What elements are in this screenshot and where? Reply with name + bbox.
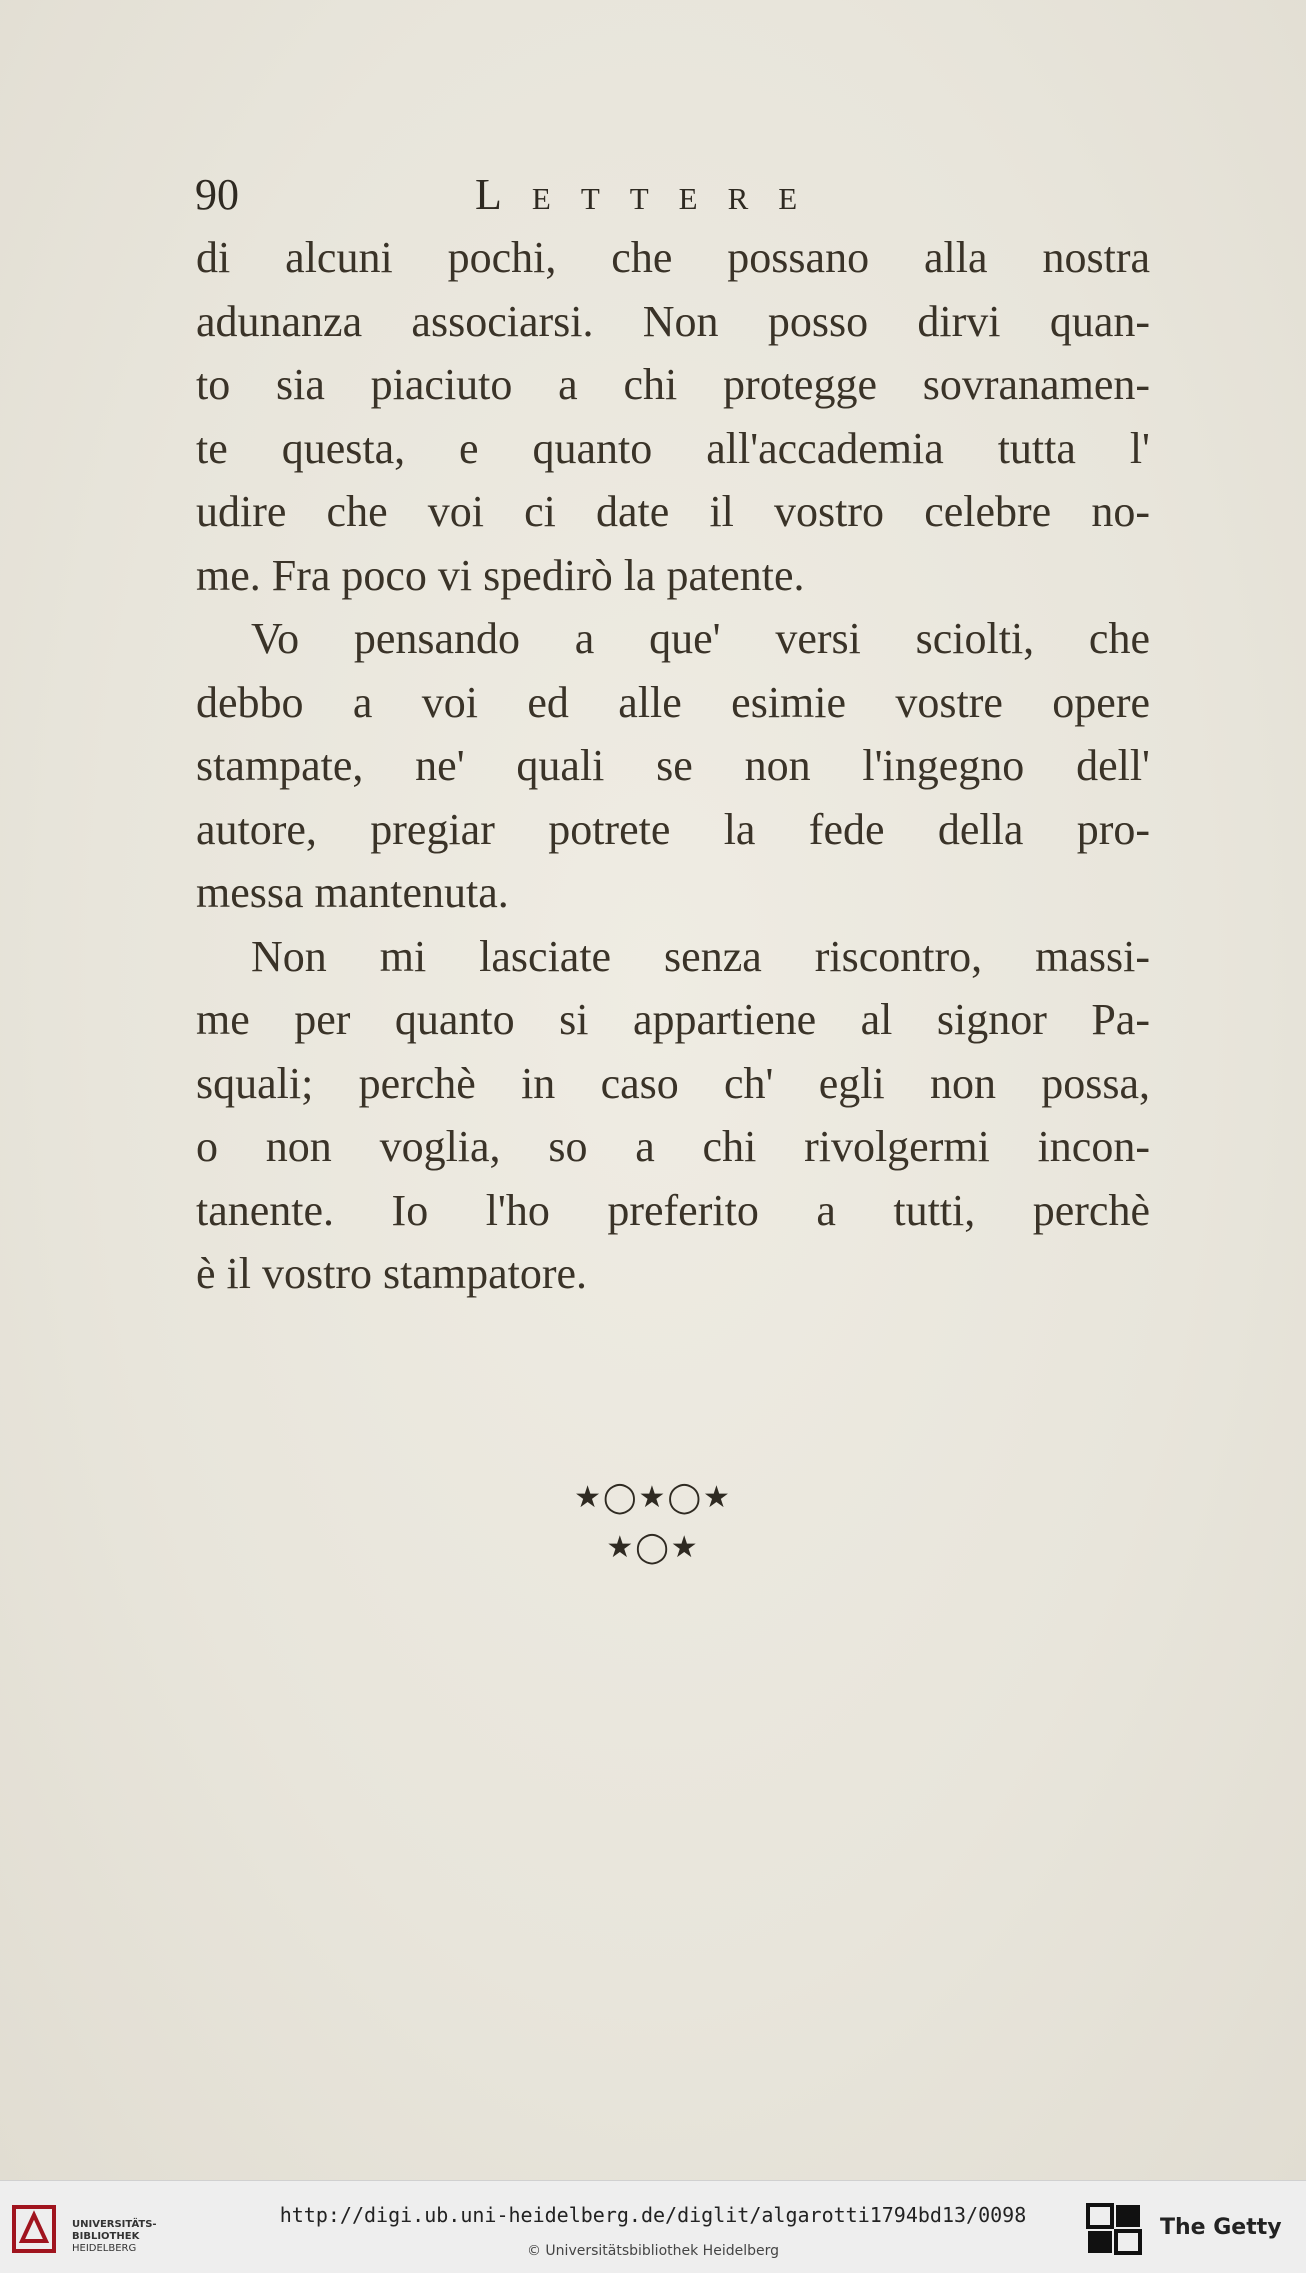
text-line: Vo pensando a que' versi sciolti, che: [251, 614, 1150, 663]
text-line: di alcuni pochi, che possano alla nostra: [196, 233, 1150, 282]
text-line: tanente. Io l'ho preferito a tutti, perchè: [196, 1185, 1150, 1235]
getty-logo[interactable]: [1086, 2203, 1286, 2255]
text-line: o non voglia, so a chi rivolgermi incon-: [196, 1122, 1150, 1171]
library-name-line: BIBLIOTHEK: [72, 2231, 140, 2242]
copyright-notice: © Universitätsbibliothek Heidelberg: [526, 2243, 779, 2259]
text-line: adunanza associarsi. Non posso dirvi quan-: [196, 296, 1150, 346]
permalink-url[interactable]: http://digi.ub.uni-heidelberg.de/diglit/algarotti1794bd13/0098: [279, 2203, 1027, 2227]
paragraph: [196, 925, 1150, 1306]
text-line: debbo a voi ed alle esimie vostre opere: [196, 677, 1150, 727]
text-line: me per quanto si appartiene al signor Pa-: [196, 995, 1150, 1044]
text-line: udire che voi ci date il vostro celebre no-: [196, 487, 1150, 536]
text-line: to sia piaciuto a chi protegge sovranamen-: [196, 360, 1150, 409]
ornament-row: ★◯★◯★: [574, 1480, 732, 1515]
library-name-line: HEIDELBERG: [72, 2243, 137, 2254]
text-line: me. Fra poco vi spedirò la patente.: [196, 550, 805, 600]
library-name-line: UNIVERSITÄTS-: [72, 2219, 157, 2230]
text-line: autore, pregiar potrete la fede della pro-: [196, 804, 1150, 854]
text-line: Non mi lasciate senza riscontro, massi-: [251, 931, 1150, 981]
paragraph: [196, 607, 1150, 925]
text-line: messa mantenuta.: [196, 868, 509, 917]
text-line: te questa, e quanto all'accademia tutta l': [196, 423, 1150, 473]
page-number: 90: [195, 170, 239, 219]
partner-name: The Getty: [1160, 2215, 1282, 2240]
viewer-footer: [0, 2180, 1306, 2273]
paragraph: [196, 226, 1150, 607]
text-line: stampate, ne' quali se non l'ingegno dell': [196, 741, 1150, 790]
text-line: squali; perchè in caso ch' egli non possa,: [196, 1058, 1150, 1108]
running-title: Lettere: [475, 170, 828, 219]
getty-mark-icon: [1086, 2203, 1142, 2255]
letter-text: [196, 226, 1150, 1306]
text-line: è il vostro stampatore.: [196, 1249, 588, 1298]
page-header: [195, 165, 1155, 225]
ornament-row: ★◯★: [606, 1530, 700, 1565]
